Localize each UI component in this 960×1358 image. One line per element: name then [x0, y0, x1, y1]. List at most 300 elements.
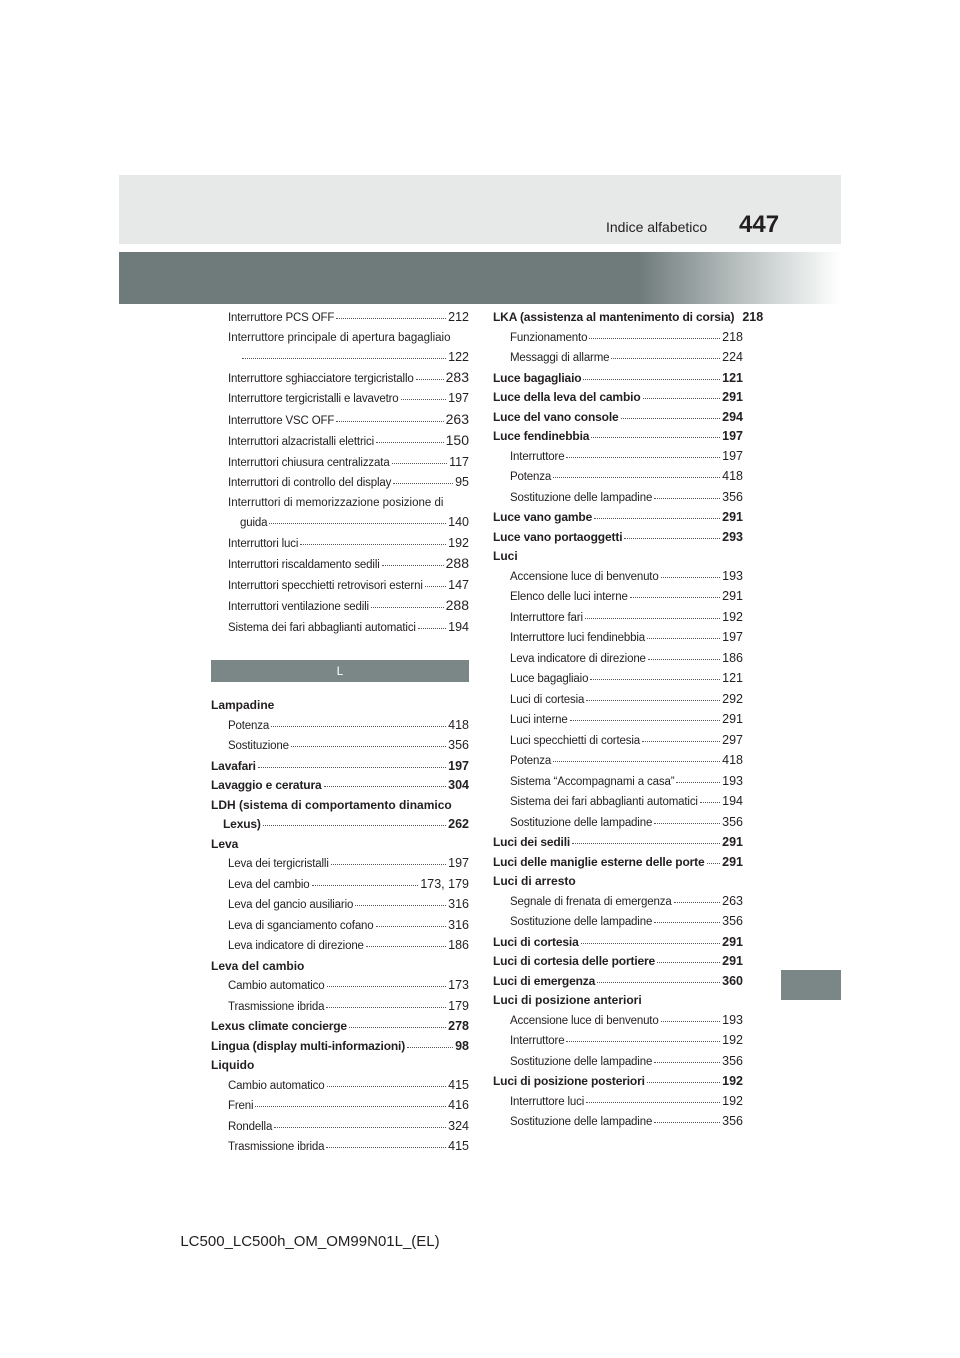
index-entry[interactable] — [493, 892, 743, 913]
entry-page: 418 — [722, 753, 743, 767]
index-entry[interactable] — [493, 813, 743, 834]
index-entry[interactable] — [493, 649, 743, 670]
leader-dots — [274, 1127, 446, 1128]
leader-dots — [654, 1122, 720, 1123]
index-entry[interactable] — [493, 833, 743, 853]
entry-text: Luci delle maniglie esterne delle porte — [493, 854, 705, 869]
leader-dots — [581, 943, 721, 944]
leader-dots — [382, 565, 444, 566]
entry-page: 224 — [722, 350, 743, 364]
entry-text: LKA (assistenza al mantenimento di corsia) — [493, 310, 735, 324]
entry-text: Luce del vano console — [493, 409, 619, 424]
index-entry[interactable] — [493, 567, 743, 588]
entry-text: Interruttore luci — [510, 1095, 585, 1108]
index-entry[interactable] — [211, 936, 469, 957]
entry-page: 278 — [448, 1019, 469, 1033]
index-entry[interactable] — [493, 912, 743, 933]
leader-dots — [621, 418, 721, 419]
entry-page: 121 — [722, 671, 743, 685]
chapter-tab — [781, 970, 841, 1000]
entry-page: 356 — [722, 489, 743, 504]
index-heading: Lampadine — [211, 698, 275, 712]
entry-text: Luci di cortesia — [510, 693, 585, 706]
index-entry[interactable] — [211, 916, 469, 937]
left-column — [211, 308, 469, 1158]
entry-page: 291 — [722, 390, 743, 404]
leader-dots — [269, 523, 446, 524]
right-column — [493, 308, 764, 1133]
leader-dots — [312, 885, 419, 886]
entry-page: 186 — [448, 938, 469, 952]
entry-text: Sostituzione delle lampadine — [510, 1116, 653, 1128]
entry-text: Segnale di frenata di emergenza — [510, 895, 672, 908]
entry-page: 297 — [722, 732, 743, 747]
index-entry[interactable] — [493, 751, 743, 772]
entry-text: Leva di sganciamento cofano — [228, 919, 374, 932]
entry-page: 193 — [722, 1012, 743, 1027]
entry-page: 121 — [722, 370, 743, 385]
entry-page: 117 — [449, 454, 469, 469]
leader-dots — [566, 1041, 720, 1042]
entry-text: Interruttore — [510, 450, 565, 463]
entry-page: 263 — [445, 410, 469, 427]
entry-text: Interruttore — [510, 1035, 565, 1047]
index-entry[interactable] — [211, 1117, 469, 1138]
index-entry[interactable] — [211, 1076, 469, 1097]
entry-text: Luci specchietti di cortesia — [510, 734, 641, 747]
entry-text: Sostituzione delle lampadine — [510, 916, 653, 928]
index-heading: Luci — [493, 549, 518, 563]
entry-text: Lingua (display multi-informazioni) — [211, 1038, 406, 1053]
index-heading: Leva — [211, 836, 239, 851]
entry-page: 262 — [448, 817, 469, 831]
index-heading: LDH (sistema di comportamento dinamico — [211, 797, 452, 812]
leader-dots — [327, 1086, 447, 1087]
entry-text: Interruttori specchietti retrovisori esterni — [228, 579, 423, 592]
entry-page: 173, 179 — [420, 876, 469, 891]
entry-text: Trasmissione ibrida — [228, 1000, 325, 1013]
index-entry[interactable] — [493, 690, 743, 711]
leader-dots — [300, 544, 446, 545]
entry-page: 316 — [448, 917, 469, 932]
index-entry[interactable] — [211, 308, 469, 329]
entry-page: 197 — [722, 429, 743, 443]
left-l-entries — [211, 696, 469, 1158]
index-entry[interactable] — [493, 348, 743, 369]
leader-dots — [674, 902, 721, 903]
leader-dots — [657, 962, 720, 963]
entry-text: Messaggi di allarme — [510, 352, 610, 364]
leader-dots — [255, 1106, 446, 1107]
entry-page: 179 — [448, 998, 469, 1013]
entry-page: 283 — [445, 368, 469, 385]
index-entry[interactable] — [493, 408, 743, 428]
entry-text: Lavaggio e ceratura — [211, 778, 322, 792]
leader-dots — [366, 946, 446, 947]
entry-text: Luci di emergenza — [493, 973, 596, 988]
index-entry[interactable] — [493, 1112, 743, 1133]
leader-dots — [661, 577, 721, 578]
entry-page: 147 — [448, 577, 469, 592]
leader-dots — [630, 597, 720, 598]
entry-text: Luci dei sedili — [493, 835, 571, 849]
entry-page: 212 — [448, 310, 469, 324]
index-entry[interactable] — [211, 1137, 469, 1158]
entry-page: 140 — [448, 515, 469, 529]
index-entry[interactable] — [493, 328, 743, 349]
leader-dots — [553, 477, 720, 478]
index-entry[interactable] — [211, 776, 469, 796]
index-entry[interactable] — [493, 972, 743, 992]
entry-text: Leva del gancio ausiliario — [228, 899, 354, 911]
index-entry[interactable] — [493, 1092, 743, 1113]
leader-dots — [242, 358, 446, 359]
entry-page: 192 — [722, 1033, 743, 1047]
entry-text: Interruttore tergicristalli e lavavetro — [228, 393, 399, 405]
entry-page: 294 — [722, 409, 743, 424]
index-entry[interactable] — [211, 453, 469, 474]
entry-text: Luci di cortesia delle portiere — [493, 954, 656, 968]
leader-dots — [291, 746, 446, 747]
index-entry[interactable] — [493, 772, 743, 793]
entry-text: Sostituzione delle lampadine — [510, 1055, 653, 1068]
leader-dots — [586, 700, 720, 701]
leader-dots — [611, 358, 720, 359]
entry-text: Trasmissione ibrida — [228, 1141, 325, 1153]
leader-dots — [326, 1147, 446, 1148]
entry-page: 415 — [448, 1077, 469, 1092]
entry-text: Luci interne — [510, 714, 568, 726]
leader-dots — [327, 986, 447, 987]
entry-page: 122 — [448, 350, 469, 364]
entry-text: Accensione luce di benvenuto — [510, 1014, 659, 1027]
entry-page: 197 — [722, 448, 743, 463]
index-entry[interactable] — [211, 716, 469, 737]
index-entry[interactable] — [211, 596, 469, 618]
entry-page: 218 — [742, 310, 764, 324]
entry-page: 193 — [722, 773, 743, 788]
index-entry[interactable] — [493, 308, 764, 328]
entry-text: Luci di cortesia — [493, 934, 579, 949]
entry-page: 291 — [722, 510, 743, 524]
leader-dots — [654, 922, 720, 923]
index-entry[interactable] — [211, 976, 469, 997]
entry-text: Luce vano gambe — [493, 510, 593, 524]
leader-dots — [336, 318, 446, 319]
entry-text: guida — [240, 517, 268, 529]
index-entry[interactable] — [211, 618, 469, 639]
entry-page: 418 — [722, 469, 743, 483]
entry-text: Interruttori ventilazione sedili — [228, 601, 369, 613]
entry-page: 192 — [722, 1093, 743, 1108]
index-entry[interactable] — [211, 473, 469, 494]
index-entry[interactable] — [211, 997, 469, 1018]
entry-text: Sistema dei fari abbaglianti automatici — [510, 796, 698, 808]
entry-page: 291 — [722, 934, 743, 949]
entry-text: Luce fendinebbia — [493, 429, 590, 443]
leader-dots — [654, 1062, 720, 1063]
leader-dots — [418, 628, 446, 629]
index-entry[interactable] — [493, 731, 743, 752]
entry-text: Sostituzione delle lampadine — [510, 816, 653, 829]
entry-page: 194 — [448, 619, 469, 634]
entry-text: Potenza — [228, 719, 270, 732]
index-entry[interactable] — [211, 1096, 469, 1117]
entry-text: Sostituzione delle lampadine — [510, 491, 653, 504]
entry-text: Cambio automatico — [228, 980, 325, 992]
entry-page: 356 — [722, 1053, 743, 1068]
index-entry[interactable] — [493, 669, 743, 690]
leader-dots — [676, 782, 720, 783]
entry-page: 291 — [722, 954, 743, 968]
index-entry[interactable] — [211, 736, 469, 757]
entry-text: Interruttore VSC OFF — [228, 414, 335, 427]
leader-dots — [407, 1047, 453, 1048]
leader-dots — [586, 1102, 720, 1103]
index-entry[interactable] — [211, 895, 469, 916]
entry-page: 193 — [722, 568, 743, 583]
index-entry[interactable] — [211, 389, 469, 410]
entry-text: Lavafari — [211, 758, 256, 773]
leader-dots — [572, 843, 720, 844]
entry-text: Funzionamento — [510, 331, 588, 344]
entry-page: 360 — [722, 973, 743, 988]
entry-page: 192 — [722, 609, 743, 624]
index-entry[interactable] — [493, 1072, 743, 1092]
entry-page: 288 — [445, 555, 469, 571]
index-entry[interactable] — [211, 1017, 469, 1037]
entry-text: Leva del cambio — [228, 878, 310, 891]
entry-page: 418 — [448, 717, 469, 732]
entry-text: Luce bagagliaio — [510, 673, 589, 685]
leader-dots — [589, 338, 720, 339]
index-entry[interactable] — [211, 513, 469, 534]
index-entry[interactable] — [493, 710, 743, 731]
leader-dots — [376, 442, 444, 443]
section-title: Indice alfabetico — [606, 219, 708, 235]
index-entry[interactable] — [493, 952, 743, 972]
index-entry[interactable] — [493, 447, 743, 468]
header-dark-band — [119, 252, 841, 304]
leader-dots — [597, 982, 720, 983]
entry-page: 293 — [722, 529, 743, 544]
entry-page: 324 — [448, 1118, 469, 1133]
entry-text: Interruttori chiusura centralizzata — [228, 456, 390, 469]
entry-text: Luce bagagliaio — [493, 370, 582, 385]
entry-page: 292 — [722, 691, 743, 706]
entry-page: 291 — [722, 712, 743, 726]
leader-dots — [594, 518, 720, 519]
entry-page: 356 — [722, 814, 743, 829]
entry-text: Cambio automatico — [228, 1079, 325, 1092]
leader-dots — [326, 1007, 446, 1008]
leader-dots — [416, 379, 444, 380]
entry-text: Interruttori alzacristalli elettrici — [228, 436, 375, 448]
right-entries — [493, 308, 764, 1133]
leader-dots — [258, 767, 446, 768]
index-entry[interactable] — [493, 1011, 743, 1032]
entry-page: 356 — [722, 914, 743, 928]
entry-text: Luce vano portaoggetti — [493, 529, 623, 544]
entry-text: Interruttore fari — [510, 611, 583, 624]
leader-dots — [376, 926, 447, 927]
index-entry[interactable] — [493, 508, 743, 528]
entry-page: 194 — [722, 794, 743, 808]
index-heading: Interruttore principale di apertura bagagliaio — [228, 331, 451, 344]
index-entry[interactable] — [493, 1052, 743, 1073]
left-top-entries — [211, 308, 469, 638]
index-entry[interactable] — [211, 534, 469, 555]
entry-page: 98 — [455, 1038, 469, 1053]
entry-text: Sistema dei fari abbaglianti automatici — [228, 621, 416, 634]
entry-page: 218 — [722, 329, 743, 344]
leader-dots — [583, 379, 720, 380]
leader-dots — [566, 457, 720, 458]
entry-page: 291 — [722, 589, 743, 603]
entry-text: Sostituzione — [228, 740, 289, 752]
entry-page: 186 — [722, 650, 743, 665]
entry-text: Sistema “Accompagnami a casa” — [510, 775, 675, 788]
index-heading: Liquido — [211, 1058, 255, 1072]
entry-text: Leva dei tergicristalli — [228, 858, 329, 870]
entry-text: Interruttori di controllo del display — [228, 477, 392, 489]
index-entry[interactable] — [493, 853, 743, 873]
entry-text: Leva indicatore di direzione — [228, 940, 364, 952]
leader-dots — [331, 864, 446, 865]
entry-text: Potenza — [510, 471, 552, 483]
leader-dots — [707, 863, 721, 864]
entry-text: Rondella — [228, 1120, 273, 1133]
entry-page: 356 — [722, 1114, 743, 1128]
entry-page: 197 — [722, 630, 743, 644]
leader-dots — [590, 679, 720, 680]
entry-text: Luci di posizione posteriori — [493, 1074, 645, 1088]
index-entry[interactable] — [493, 369, 743, 389]
index-entry[interactable] — [493, 528, 743, 548]
index-heading: Interruttori di memorizzazione posizione di — [228, 496, 444, 509]
leader-dots — [371, 607, 444, 608]
leader-dots — [648, 659, 720, 660]
entry-page: 263 — [722, 893, 743, 908]
index-heading: Luci di posizione anteriori — [493, 993, 642, 1007]
index-entry[interactable] — [493, 488, 743, 509]
index-entry[interactable] — [211, 348, 469, 368]
leader-dots — [425, 586, 446, 587]
index-entry[interactable] — [211, 554, 469, 576]
index-entry[interactable] — [211, 576, 469, 597]
leader-dots — [271, 726, 446, 727]
entry-text: Freni — [228, 1100, 254, 1112]
leader-dots — [654, 823, 720, 824]
entry-page: 192 — [448, 535, 469, 550]
index-entry[interactable] — [211, 757, 469, 777]
entry-text: Luce della leva del cambio — [493, 390, 641, 404]
header-band — [119, 175, 841, 244]
index-entry[interactable] — [211, 854, 469, 875]
index-entry[interactable] — [493, 608, 743, 629]
entry-text: Interruttore PCS OFF — [228, 312, 335, 324]
leader-dots — [654, 498, 720, 499]
leader-dots — [585, 618, 720, 619]
index-entry[interactable] — [211, 815, 469, 835]
entry-page: 316 — [448, 897, 469, 911]
entry-page: 291 — [722, 835, 743, 849]
index-entry[interactable] — [493, 628, 743, 649]
entry-page: 197 — [448, 856, 469, 870]
entry-text: Interruttore luci fendinebbia — [510, 632, 646, 644]
entry-text: Elenco delle luci interne — [510, 591, 628, 603]
leader-dots — [324, 786, 447, 787]
leader-dots — [401, 399, 447, 400]
entry-text: Interruttore sghiacciatore tergicristallo — [228, 372, 414, 385]
entry-text: Leva indicatore di direzione — [510, 652, 646, 665]
index-entry[interactable] — [493, 792, 743, 813]
leader-dots — [553, 761, 720, 762]
index-entry[interactable] — [493, 388, 743, 408]
entry-page: 197 — [448, 758, 469, 773]
leader-dots — [392, 463, 447, 464]
entry-page: 304 — [448, 778, 469, 792]
leader-dots — [336, 421, 443, 422]
letter-section-band: L — [211, 660, 469, 682]
index-entry[interactable] — [211, 875, 469, 896]
index-heading: Leva del cambio — [211, 958, 305, 973]
entry-text: Potenza — [510, 755, 552, 767]
entry-page: 95 — [455, 475, 469, 489]
leader-dots — [661, 1021, 721, 1022]
index-entry[interactable] — [211, 1037, 469, 1057]
footer-code — [0, 1233, 960, 1250]
leader-dots — [647, 1082, 720, 1083]
leader-dots — [349, 1027, 446, 1028]
index-entry[interactable] — [211, 431, 469, 453]
leader-dots — [647, 638, 720, 639]
leader-dots — [591, 437, 720, 438]
entry-page: 150 — [445, 432, 469, 448]
index-entry[interactable] — [211, 368, 469, 390]
footer-code-text: LC500_LC500h_OM_OM99N01L_(EL) — [180, 1233, 440, 1250]
leader-dots — [263, 825, 446, 826]
index-entry[interactable] — [211, 410, 469, 432]
entry-text: Interruttori luci — [228, 537, 299, 550]
entry-page: 173 — [448, 978, 469, 992]
leader-dots — [642, 741, 720, 742]
entry-page: 192 — [722, 1074, 743, 1088]
index-heading: Luci di arresto — [493, 874, 576, 888]
entry-page: 356 — [448, 738, 469, 752]
leader-dots — [393, 483, 453, 484]
leader-dots — [570, 720, 720, 721]
entry-page: 416 — [448, 1098, 469, 1112]
index-entry[interactable] — [493, 587, 743, 608]
leader-dots — [643, 398, 721, 399]
entry-page: 415 — [448, 1139, 469, 1153]
index-entry[interactable] — [493, 1031, 743, 1052]
leader-dots — [355, 905, 446, 906]
entry-text: Accensione luce di benvenuto — [510, 570, 659, 583]
entry-text: Lexus climate concierge — [211, 1019, 347, 1033]
index-entry[interactable] — [493, 933, 743, 953]
index-entry[interactable] — [493, 427, 743, 447]
entry-text: Lexus) — [223, 817, 261, 831]
leader-dots — [624, 538, 720, 539]
page-number: 447 — [739, 211, 780, 238]
entry-text: Interruttori riscaldamento sedili — [228, 559, 380, 571]
entry-page: 197 — [448, 391, 469, 405]
index-entry[interactable] — [493, 467, 743, 488]
entry-page: 288 — [445, 597, 469, 613]
leader-dots — [700, 802, 720, 803]
